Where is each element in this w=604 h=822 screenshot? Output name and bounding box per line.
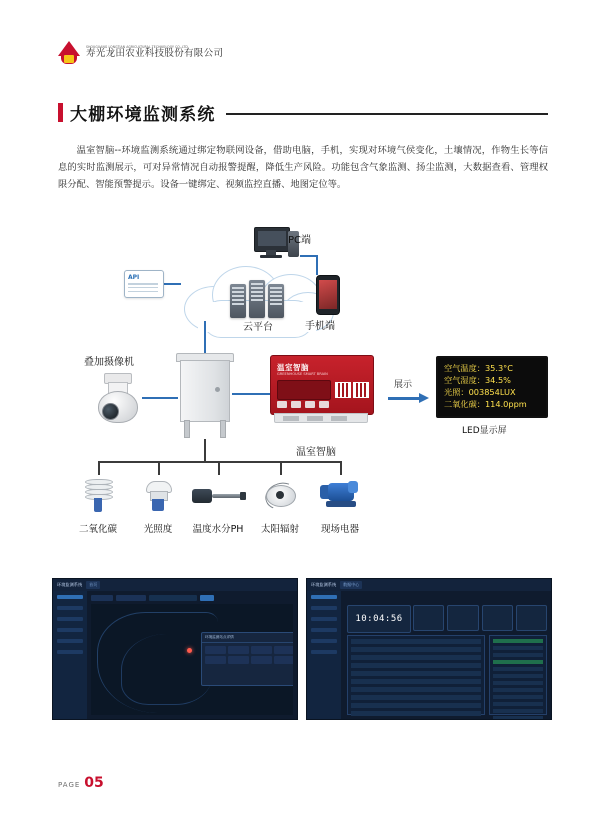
label-cloud: 云平台	[243, 322, 273, 333]
map-canvas	[91, 604, 293, 715]
sensor-field-equipment	[308, 475, 372, 535]
company-name-block	[86, 46, 223, 60]
api-card-icon	[124, 270, 164, 298]
controller-qr-icon	[335, 382, 351, 398]
motor-pump-icon	[308, 475, 372, 519]
screenshot-right-tab: 数据中心	[340, 581, 362, 589]
sensor-label-solar: 太阳辐射	[260, 524, 299, 535]
page-title: 大棚环境监测系统	[70, 105, 216, 125]
connector-cloud-pc-v	[316, 255, 318, 275]
device-list-panel	[489, 635, 547, 715]
system-architecture-diagram	[58, 225, 548, 555]
company-name-cn: 寿光龙田农业科技股份有限公司	[86, 48, 224, 60]
light-sensor-icon	[126, 475, 190, 519]
screenshot-left-topbar	[53, 579, 297, 591]
label-phone: 手机端	[305, 321, 335, 332]
station-marker-icon	[187, 648, 192, 653]
map-popup-title: 环境监测站点详情	[202, 633, 293, 643]
title-accent-bar	[58, 103, 63, 122]
screenshot-right-main	[341, 591, 551, 719]
label-camera: 叠加摄像机	[84, 357, 134, 368]
screenshot-left-sidebar	[53, 591, 87, 719]
mobile-phone-icon	[316, 275, 340, 315]
screenshot-left-title: 环境监测系统	[57, 582, 83, 587]
server-stack-icon	[230, 282, 286, 318]
sensor-solar-radiation	[248, 475, 312, 535]
clock-value: 10:04:56	[355, 614, 403, 624]
arrow-icon	[388, 393, 430, 403]
sensor-label-co2: 二氧化碳	[78, 524, 117, 535]
company-name-en: SHOUGUANG LONGTIAN AGRICULTURAL TECHNOLOGY CO.,LTD	[86, 44, 188, 49]
connector-bus-s5	[340, 461, 342, 475]
sensor-label-equipment: 现场电器	[320, 524, 359, 535]
sensor-label-soil: 温度水分PH	[192, 524, 244, 535]
api-label: API	[128, 274, 140, 281]
sensor-illuminance	[126, 475, 190, 535]
sensor-label-illuminance: 光照度	[143, 524, 173, 535]
connector-bus-s4	[280, 461, 282, 475]
led-line-2: 空气湿度：34.5%	[444, 374, 511, 385]
led-display-screen	[436, 356, 548, 418]
connector-bus-s3	[218, 461, 220, 475]
controller-qr-icon-2	[353, 382, 369, 398]
connector-cabinet-bus	[204, 439, 206, 461]
screenshot-right-title: 环境监测系统	[311, 582, 337, 587]
label-pc: PC端	[288, 235, 312, 246]
section-title-block	[58, 100, 548, 128]
company-header	[58, 38, 358, 68]
connector-api-cloud	[163, 283, 181, 285]
screenshot-map-dashboard	[52, 578, 298, 720]
clock-widget	[347, 605, 411, 633]
leaf-logo-icon	[58, 41, 80, 65]
controller-screen	[277, 380, 331, 400]
sensor-soil	[186, 475, 250, 535]
screenshot-data-dashboard	[306, 578, 552, 720]
screenshot-left-tab: 首页	[86, 581, 100, 589]
label-controller: 温室智脑	[296, 447, 336, 458]
greenhouse-controller-device	[270, 355, 372, 429]
controller-subtitle: GREENHOUSE SMART BRAIN	[277, 372, 328, 376]
page-footer	[58, 775, 104, 791]
footer-page-number: 05	[84, 775, 104, 791]
controller-title: 温室智脑	[277, 363, 309, 372]
intro-paragraph: 温室智脑--环境监测系统通过绑定物联网设备，借助电脑，手机，实现对环境气侯变化，土壤情况，作物生长等信息的实时监测展示，可对异常情况自动报警提醒，降低生产风险。功能包含气象监测、扬尘监测，大数据查看、管理权限分配、智能预警提示。设备一键绑定、视频监控直播、地图定位等。	[58, 145, 548, 191]
sensor-row	[58, 475, 398, 547]
screenshot-right-topbar	[307, 579, 551, 591]
label-show: 展示	[394, 380, 413, 390]
soil-probe-icon	[186, 475, 250, 519]
stat-tiles	[413, 605, 547, 631]
cloud-platform-icon	[178, 260, 338, 338]
connector-camera-cabinet	[142, 397, 178, 399]
section-title	[58, 100, 226, 125]
ptz-camera-icon	[90, 373, 146, 433]
connector-cabinet-controller	[232, 393, 270, 395]
led-line-4: 二氧化碳：114.0ppm	[444, 398, 527, 409]
led-line-3: 光照：003854LUX	[444, 386, 516, 397]
connector-bus-s2	[158, 461, 160, 475]
label-led: LED显示屏	[462, 426, 507, 436]
screenshot-left-main	[87, 591, 297, 719]
software-screenshots	[52, 578, 552, 718]
map-station-popup	[201, 632, 293, 686]
footer-page-word: PAGE	[58, 781, 81, 789]
sensor-co2	[66, 475, 130, 535]
screenshot-right-sidebar	[307, 591, 341, 719]
radiation-shield-sensor-icon	[66, 475, 130, 519]
solar-radiation-sensor-icon	[248, 475, 312, 519]
connector-bus-s1	[98, 461, 100, 475]
led-line-1: 空气温度：35.3°C	[444, 363, 513, 373]
screenshot-left-toolbar	[91, 594, 293, 601]
field-cabinet-icon	[176, 353, 232, 439]
data-table	[347, 635, 485, 715]
